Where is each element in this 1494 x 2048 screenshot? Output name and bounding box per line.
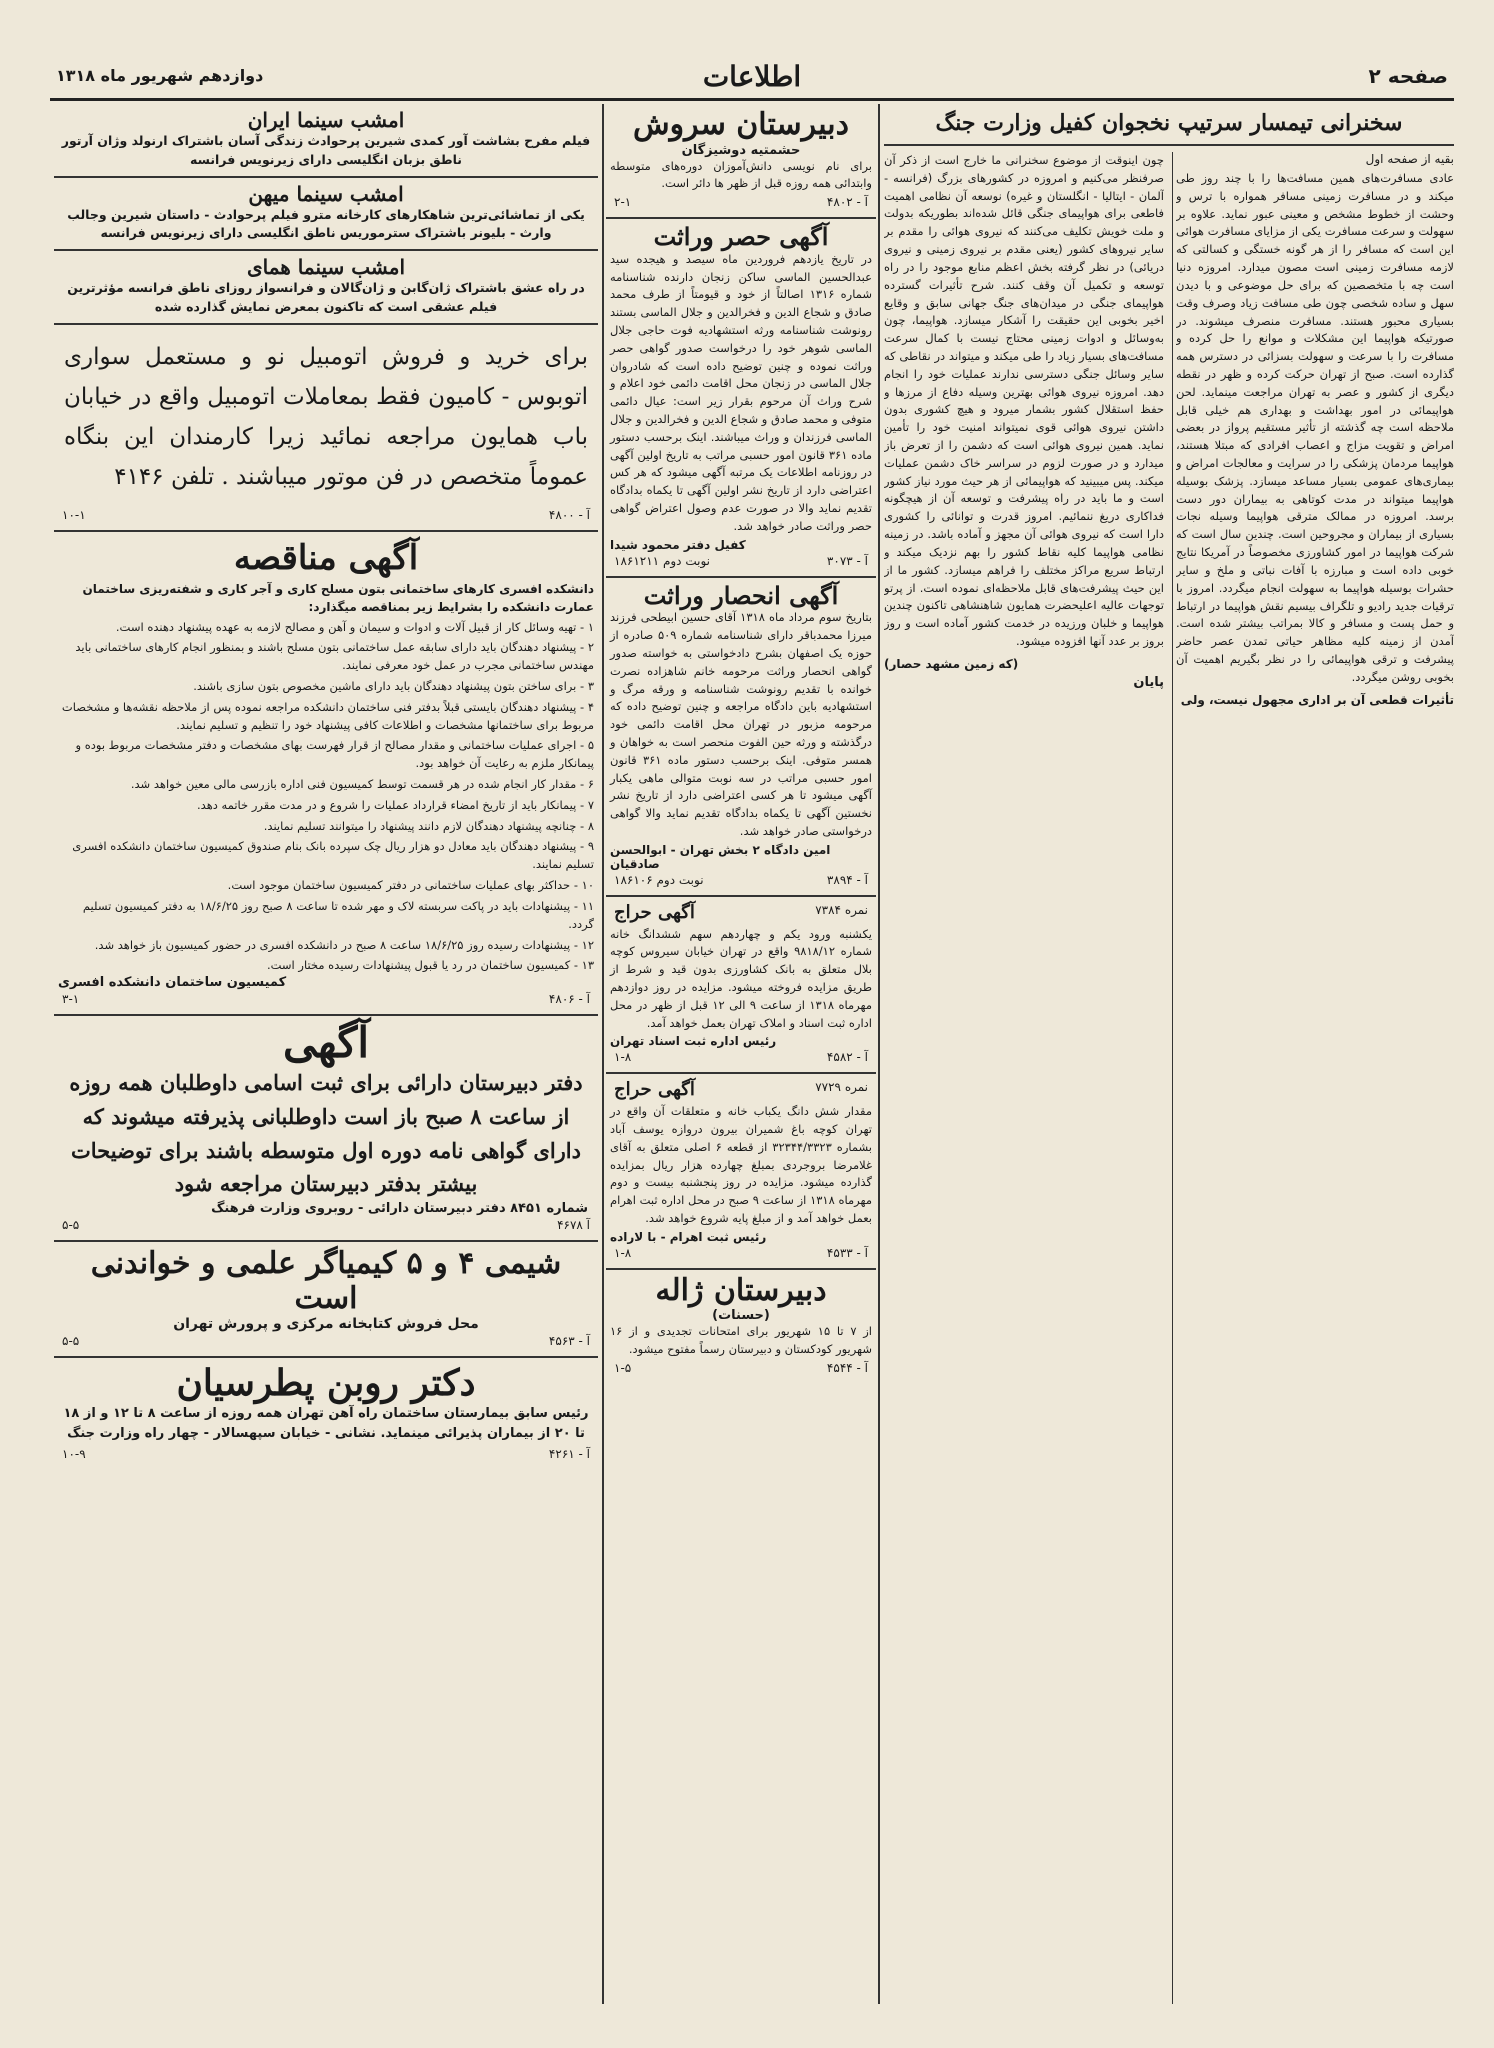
- ad-body: مقدار شش دانگ یکباب خانه و متعلقات آن واقع در تهران کوچه باغ شمیران بیرون دروازه یوسف آباد بشماره ۳۲۳۴۴/۳۳۲۳ از قطعه ۶ اصلی متعلق به آقای غلامرضا بروجردی بمبلغ چهارده هزار ریال بمزایده گذارده میشود. مزایده در روز پنجشنبه بیست و دوم مهرماه ۱۳۱۸ از ساعت ۹ صبح در محل اداره ثبت اهرام بعمل خواهد آمد و از مبلغ پایه شروع خواهد شد.: [610, 1104, 872, 1225]
- middle-column: [606, 104, 876, 2004]
- column-rule: [602, 104, 604, 2004]
- auction-header: [610, 901, 872, 926]
- column-rule: [878, 104, 880, 2004]
- ad-title: امشب سینما همای: [246, 255, 406, 279]
- cinema-mihan-ad: [54, 178, 598, 252]
- ad-title: آگهی حراج: [614, 901, 695, 923]
- ref-code: آ - ۳۸۹۴: [826, 872, 868, 887]
- masthead: [50, 58, 1454, 101]
- tender-intro: دانشکده افسری کارهای ساختمانی بتون مسلح کاری و آجر کاری و شفته‌ریزی ساختمان عمارت دانشکده را بشرایط زیر بمناقصه میگذارد:: [82, 581, 594, 614]
- ref-run: ۱۰-۹: [62, 1447, 86, 1462]
- ref-code: آ - ۴۸۰۶: [548, 992, 590, 1007]
- ad-signer: امین دادگاه ۲ بخش تهران - ابوالحسن صادقیان: [610, 842, 831, 871]
- ref-code: آ - ۴۸۰۰: [548, 507, 590, 522]
- ad-title: آگهی حصر وراثت: [653, 222, 829, 252]
- article-column-1: [1176, 152, 1454, 2004]
- tender-item: ۳ - برای ساختن بتون پیشنهاد دهندگان باید دارای ماشین مخصوص بتون سازی باشند.: [193, 678, 594, 693]
- tender-item: ۷ - پیمانکار باید از تاریخ امضاء قرارداد عملیات را شروع و در مدت مقرر خاتمه دهد.: [197, 797, 594, 812]
- paper-name: اطلاعات: [702, 60, 802, 93]
- ref-run: ۲-۱: [614, 195, 632, 210]
- tender-notice: [54, 532, 598, 1017]
- ad-reference: [58, 1445, 594, 1463]
- ad-body: برای نام نویسی دانش‌آموزان دوره‌های متوسطه وابتدائی همه روزه قبل از ظهر ها دائر است.: [610, 158, 872, 191]
- address-text: شماره ۸۴۵۱ دفتر دبیرستان دارائی - روبروی وزارت فرهنگ: [211, 1200, 588, 1216]
- tender-item: ۵ - اجرای عملیات ساختمانی و مقدار مصالح از قرار فهرست بهای مشخصات و دفتر مشخصات مربوط بوده و پیمانکار ملزم به رعایت آن خواهد بود.: [75, 738, 594, 771]
- ad-body: رئیس سابق بیمارستان ساختمان راه آهن تهران همه روزه از ساعت ۸ تا ۱۲ و از ۱۸ تا ۲۰ از بیماران پذیرائی مینماید. نشانی - خیابان سپهسالار - چهار راه وزارت جنگ: [63, 1405, 589, 1442]
- auction-number: نمره ۷۷۲۹: [815, 1080, 868, 1095]
- article-end: پایان: [1133, 674, 1164, 690]
- ad-body: در تاریخ یازدهم فروردین ماه سیصد و هیجده سید عبدالحسین الماسی ساکن زنجان دارنده شناسنامه شماره ۱۳۱۶ اصالتاً از خود و قیومتاً از طرف محمد صادق و شجاع الدین و فخرالدین و جلال الماسی بستند رونوشت شناسنامه ورثه استشهادیه فوت حاجی جلال الماسی شوهر خود را درخواست صدور گواهی حصر وراثت نموده و چنین توضیح داده است که شادروان جلال الماسی در زنجان محل اقامت دائمی خود اعلام و شرح وراث آن مرحوم بقرار زیر است: عیال دائمی متوفی و محمد صادق و شجاع الدین و فخرالدین و جلال الماسی فرزندان و وراث میباشند. اینک برحسب دستور ماده ۳۶۱ قانون امور حسبی مراتب به تاریخ اولین آگهی در روزنامه اطلاعات یک مرتبه آگهی میشود که هر کس اعتراضی دارد از تاریخ نشر اولین آگهی تا یکماه بدادگاه تقدیم نماید والا در صورت عدم وصول اعتراض گواهی حصر وراثت صادر خواهد شد.: [610, 251, 872, 533]
- ad-title: آگهی حراج: [614, 1079, 695, 1101]
- ad-title: شیمی ۴ و ۵ کیمیاگر علمی و خواندنی است: [90, 1245, 562, 1316]
- ad-title: دکتر روبن پطرسیان: [176, 1361, 476, 1404]
- school-sorush-ad: [606, 104, 876, 219]
- ad-signer: کفیل دفتر محمود شیدا: [610, 537, 746, 552]
- ad-subtitle: (حسنات): [712, 1308, 770, 1324]
- ref-code: آ - ۴۸۰۲: [826, 195, 868, 210]
- ref-code: آ - ۴۲۶۱: [548, 1447, 590, 1462]
- tender-item: ۶ - مقدار کار انجام شده در هر قسمت توسط کمیسیون فنی اداره بازرسی مالی معین خواهد شد.: [130, 777, 594, 791]
- tender-item: ۲ - پیشنهاد دهندگان باید دارای سابقه عمل ساختمانی بتون مسلح باشند و بمنظور انجام کارهای ساختمانی باید مهندس ساختمانی مجرب در عمل خود معرفی نمایند.: [75, 640, 594, 673]
- ad-body: در راه عشق باشتراک ژان‌گابن و ژان‌گالان و فرانسواز روزای ناطق فرانسه مؤثرترین فیلم عشقی است که تاکنون بمعرض نمایش گذارده شده: [67, 280, 585, 314]
- ref-run: ۵-۵: [62, 1333, 80, 1348]
- ad-title: آگهی انحصار وراثت: [643, 580, 839, 610]
- article-text: چون اینوقت از موضوع سخنرانی ما خارج است از ذکر آن صرفنظر می‌کنیم و امروزه در کشورهای بزرگ (فرانسه - آلمان - ایتالیا - انگلستان و غیره) نوسعه آن نظامی اهمیت فاطعی برای هواپیمای جنگی قائل شده‌اند بطوریکه بدولت و ملت خویش تکلیف می‌کنند که نیروی هوائی را مقدم بر سایر نیروهای کشور (یعنی مقدم بر نیروی زمینی و نیروی دریائی) در نظر گرفته بخش اعظم منابع موجود را در راه توسعه و تکمیل آن وقف کنند. شرح تأثیرات گسترده هواپیمای جنگی در میدان‌های جنگ جهانی سابق و وقایع اخیر بخوبی این حقیقت را آشکار میسازد. هواپیما، چون به‌وسائل و ادوات زمینی محتاج نیست با کمال سرعت مسافت‌های بسیار زیاد را طی میکند و میتواند در نقاطی که سایر وسائل جنگی دسترسی ندارند عملیات خود را انجام دهد. امروزه نیروی هوائی بهترین وسیله دفاع از مرزها و حفظ استقلال کشور بشمار میرود و هیچ کشوری بدون داشتن نیروی هوائی قوی نمیتواند امنیت خود را تأمین نماید. همین نیروی هوائی است که دشمن را از تعرض باز میدارد و در صورت لزوم در سراسر خاک دشمن عملیات میکند. پس میبینید که هواپیمائی از هر حیث مورد نیاز کشور است و ما باید در راه پیشرفت و توسعه آن از هیچگونه فداکاری دریغ ننمائیم. امروز قدرت و توانائی را کشوری دارا است که نیروی هوائی آن مجهز و آماده باشد. در زمینه نظامی هواپیما کلیه نقاط کشور را بهم نزدیک میکند و ارتباط سریع مراکز مختلف را فراهم میسازد. کشور ما از این حیث پیشرفت‌های قابل ملاحظه‌ای نموده است. از پرتو توجهات عالیه اعلیحضرت همایون شاهنشاهی تاکنون چندین هواپیما و خلبان ورزیده در خدمت کشور آماده است و روز بروز بر عدد آنها افزوده میشود.: [884, 153, 1164, 648]
- ad-reference: [610, 871, 872, 889]
- continued-label: بقیه از صفحه اول: [1365, 152, 1454, 166]
- ad-reference: [610, 1048, 872, 1066]
- ref-code: آ - ۴۵۸۲: [826, 1050, 868, 1065]
- cinema-iran-ad: [54, 104, 598, 178]
- ad-title: دبیرستان سروش: [633, 107, 849, 142]
- ad-reference: [610, 1244, 872, 1262]
- tender-item: ۱ - تهیه وسائل کار از قبیل آلات و ادوات و سیمان و آهن و مصالح لازمه به عهده پیشنهاد دهنده است.: [115, 619, 594, 634]
- ad-body: دفتر دبیرستان دارائی برای ثبت اسامی داوطلبان همه روزه از ساعت ۸ صبح باز است داوطلبانی پذیرفته میشوند که دارای گواهی نامه دوره اول متوسطه باشند برای توضیحات بیشتر بدفتر دبیرستان مراجعه شود: [69, 1070, 583, 1197]
- ad-title: آگهی مناقصه: [233, 537, 419, 578]
- ad-title: آگهی: [282, 1018, 370, 1068]
- tender-item: ۸ - چنانچه پیشنهاد دهندگان لازم دانند پیشنهاد را میتوانند تسلیم نمایند.: [263, 818, 594, 833]
- ref-code: آ - ۳۰۷۳: [826, 553, 868, 568]
- article-text: عادی مسافرت‌های همین مسافت‌ها را با چند روز طی میکند و در مسافرت زمینی مسافر همواره با ترس و وحشت از خطوط مشخص و معینی عبور نماید. علاوه بر سهولت و سرعت مسافرت یکی از مزایای مسافرت هوائی این است که مسافر را از هر گونه خستگی و کسالتی که لازمه مسافرت زمینی است مصون میدارد. امروزه دنیا است چه با متخصصین که برای حل موضوعی و با دیدن سهل و ساده شخصی چون طی مسافت زیاد وصرف وقت بسیاری محبور هستند. مسافرت منصرف میشوند. در صورتیکه هواپیما این مشکلات و موانع را حل کرده و مسافرت را با سرعت و سهولت بسزائی در دسترس همه گذارده است. صبح از تهران حرکت کرده و ظهر در نقطه دیگری از کشور و عصر به تهران مراجعت مینماید. لحن هواپیمائی در امور بهداشت و بهداری هم خیلی قابل ملاحظه است چه گذشته از تأثیر مستقیم پرواز در بعضی امراض و تقویت مزاج و اعصاب افرادی که مبتلا هستند، هواپیما مردمان پزشکی را در سرایت و معالجات امراض و بیماری‌های عمومی بسیار مساعد میسازد. پزشک بوسیله هواپیما میتواند در مدت کوتاهی به بیماران دور دست برسد. امروزه در ممالک مترقی هواپیما وسیله نجات بسیاری از بیماران و مجروحین است. چندین سال است که شرکت هواپیما در امور کشاورزی مخصوصاً در آمریکا نتایج خوبی داده است و مبارزه با آفات نباتی و ملخ و سایر حشرات بوسیله هواپیما به سهولت انجام میگردد. امروز با ترقیات جدید رادیو و تلگراف بیسیم نقش هواپیما در ارتباط و حمل پست و مسافر و کالا بمراتب بیشتر شده است. آمدن از زمینه کلیه مظاهر حیاتی تمدن عصر حاضر پیشرفت و ترقی هواپیمائی را در نظر بگیریم اهمیت آن بخوبی روشن میگردد.: [1176, 171, 1454, 684]
- ref-run: ۳-۱: [62, 992, 80, 1007]
- article-subcolumn-rule: [1172, 152, 1173, 2004]
- ad-title: امشب سینما ایران: [247, 108, 405, 132]
- ad-reference: [58, 990, 594, 1008]
- ref-code: آ - ۴۵۴۴: [826, 1360, 868, 1375]
- auction-number: نمره ۷۳۸۴: [815, 902, 868, 917]
- ad-reference: [58, 1332, 594, 1350]
- article-caption: (که زمین مشهد حصار): [884, 656, 1019, 671]
- ref-code: آ - ۴۵۶۳: [548, 1333, 590, 1348]
- ad-reference: [610, 552, 872, 570]
- ref-run: ۱۰-۱: [62, 507, 86, 522]
- ref-run: ۱-۵: [614, 1360, 632, 1375]
- ad-body: فیلم مفرح بشاشت آور کمدی شیرین پرحوادث زندگی آسان باشتراک ارنولد وژان آرتور ناطق بزبان انگلیسی دارای زیرنویس فرانسه: [61, 133, 591, 167]
- ref-run: ۱-۸: [614, 1245, 632, 1260]
- tender-items: [58, 619, 594, 976]
- car-dealer-ad: [54, 325, 598, 532]
- chemistry-book-ad: [54, 1242, 598, 1358]
- ad-signer: رئیس اداره ثبت اسناد تهران: [610, 1034, 777, 1049]
- notice-address: [58, 1201, 594, 1216]
- ad-reference: [610, 193, 872, 211]
- auction-notice-1: [606, 897, 876, 1075]
- ad-reference: [610, 1359, 872, 1377]
- ref-run: ۱-۸: [614, 1050, 632, 1065]
- left-column: [54, 104, 598, 2004]
- article-closing-line: تأثیرات قطعی آن بر اداری مجهول نیست، ولی: [1180, 692, 1454, 707]
- tender-item: ۴ - پیشنهاد دهندگان بایستی قبلاً بدفتر فنی ساختمان دانشکده مراجعه نموده پس از ملاحظه نقشه‌ها و مشخصات مربوط برای ساختمانها مشخصات و اطلاعات کافی پیشنهاد خود را تنظیم و تسلیم نمایند.: [61, 699, 594, 732]
- issue-date: دوازدهم شهریور ماه ۱۳۱۸: [56, 66, 264, 85]
- ad-subtitle: حشمتیه دوشیزگان: [681, 142, 801, 158]
- ref-run: ۵-۵: [62, 1217, 80, 1232]
- auction-notice-2: [606, 1074, 876, 1269]
- tender-item: ۱۰ - حداکثر بهای عملیات ساختمانی در دفتر کمیسیون ساختمان موجود است.: [227, 878, 594, 893]
- main-article: [884, 104, 1454, 2004]
- tender-item: ۱۱ - پیشنهادات باید در پاکت سربسته لاک و مهر شده تا ساعت ۸ صبح روز ۱۸/۶/۲۵ به دفتر کمیسیون تسلیم گردد.: [82, 898, 594, 931]
- auction-header: [610, 1078, 872, 1103]
- ad-body: برای خرید و فروش اتومبیل نو و مستعمل سواری اتوبوس - کامیون فقط بمعاملات اتومبیل واقع در خیابان باب همایون مراجعه نمائید زیرا کارمندان این بنگاه عموماً متخصص در فن موتور میباشند . تلفن ۴۱۴۶: [64, 343, 588, 491]
- ad-title: امشب سینما میهن: [248, 181, 404, 206]
- ref-run: نوبت دوم ۱۸۶۱۲۱۱: [614, 553, 710, 568]
- ad-signer: رئیس ثبت اهرام - با لاراده: [610, 1229, 767, 1244]
- article-title: سخنرانی تیمسار سرتیپ نخجوان کفیل وزارت جنگ: [884, 104, 1454, 146]
- inheritance-notice-1: [606, 219, 876, 578]
- ad-signer: کمیسیون ساختمان دانشکده افسری: [58, 975, 287, 991]
- inheritance-notice-2: [606, 578, 876, 897]
- doctor-ad: [54, 1358, 598, 1470]
- ad-reference: [58, 506, 594, 524]
- ad-reference: [58, 1216, 594, 1234]
- tender-item: ۱۳ - کمیسیون ساختمان در رد یا قبول پیشنهادات رسیده مختار است.: [266, 958, 594, 973]
- ad-body: بتاریخ سوم مرداد ماه ۱۳۱۸ آقای حسین ابیطحی فرزند میرزا محمدباقر دارای شناسنامه شماره ۵۰۹ صادره از حوزه یک اصفهان بشرح دادخواستی به خواسته صدور گواهی انحصار وراثت مرحومه خانم شاهزاده نصرت خوانده با تقدیم رونوشت شناسنامه و ورقه مرگ و استشهادیه باین دادگاه مراجعه و چنین توضیح داده که مرحومه مزبور در تهران محل اقامت دائمی خود درگذشته و ورثه حین الفوت منحصر است به خواهان و همسر متوفی. اینک برحسب دستور ماده ۳۶۱ قانون امور حسبی مراتب در سه نوبت متوالی ماهی یکبار آگهی میشود تا هر کسی اعتراضی دارد از تاریخ نشر نخستین آگهی تا یکماه بدادگاه تقدیم نماید والا گواهی درخواستی صادر خواهد شد.: [610, 610, 873, 839]
- tender-item: ۹ - پیشنهاد دهندگان باید معادل دو هزار ریال چک سپرده بانک بنام صندوق کمیسیون ساختمان دانشکده افسری تسلیم نمایند.: [72, 839, 594, 872]
- cinema-homa-ad: [54, 251, 598, 325]
- article-column-2: [884, 152, 1164, 2004]
- ref-code: آ ۴۶۷۸: [557, 1217, 590, 1232]
- registration-notice: [54, 1016, 598, 1242]
- ref-run: نوبت دوم ۱۸۶۱۰۶: [614, 872, 704, 887]
- ad-title: دبیرستان ژاله: [655, 1272, 827, 1308]
- ad-body: محل فروش کتابخانه مرکزی و پرورش تهران: [173, 1315, 479, 1332]
- page-number: صفحه ۲: [1368, 64, 1448, 88]
- ad-body: از ۷ تا ۱۵ شهریور برای امتحانات تجدیدی و از ۱۶ شهریور کودکستان و دبیرستان رسماً مفتوح میشود.: [610, 1324, 873, 1357]
- school-zhaleh-ad: [606, 1270, 876, 1383]
- ref-code: آ - ۴۵۳۳: [826, 1245, 868, 1260]
- tender-item: ۱۲ - پیشنهادات رسیده روز ۱۸/۶/۲۵ ساعت ۸ صبح در دانشکده افسری در حضور کمیسیون باز خواهد شد.: [94, 937, 594, 952]
- ad-body: یکی از تماشائی‌ترین شاهکارهای کارخانه مترو فیلم پرحوادث - داستان شیرین وجالب وارث - بلیونر باشتراک سترموریس ناطق انگلیسی دارای زیرنویس فرانسه: [67, 206, 585, 241]
- ad-body: یکشنبه ورود یکم و چهاردهم سهم ششدانگ خانه شماره ۹۸۱۸/۱۲ واقع در تهران خیابان سیروس کوچه بلال متعلق به بانک کشاورزی بدون قید و شرط از طریق مزایده فروخته میشود. مزایده در روز دوازدهم مهرماه ۱۳۱۸ از ساعت ۹ الی ۱۲ قبل از ظهر در محل اداره ثبت اسناد و املاک تهران بعمل خواهد آمد.: [610, 926, 872, 1030]
